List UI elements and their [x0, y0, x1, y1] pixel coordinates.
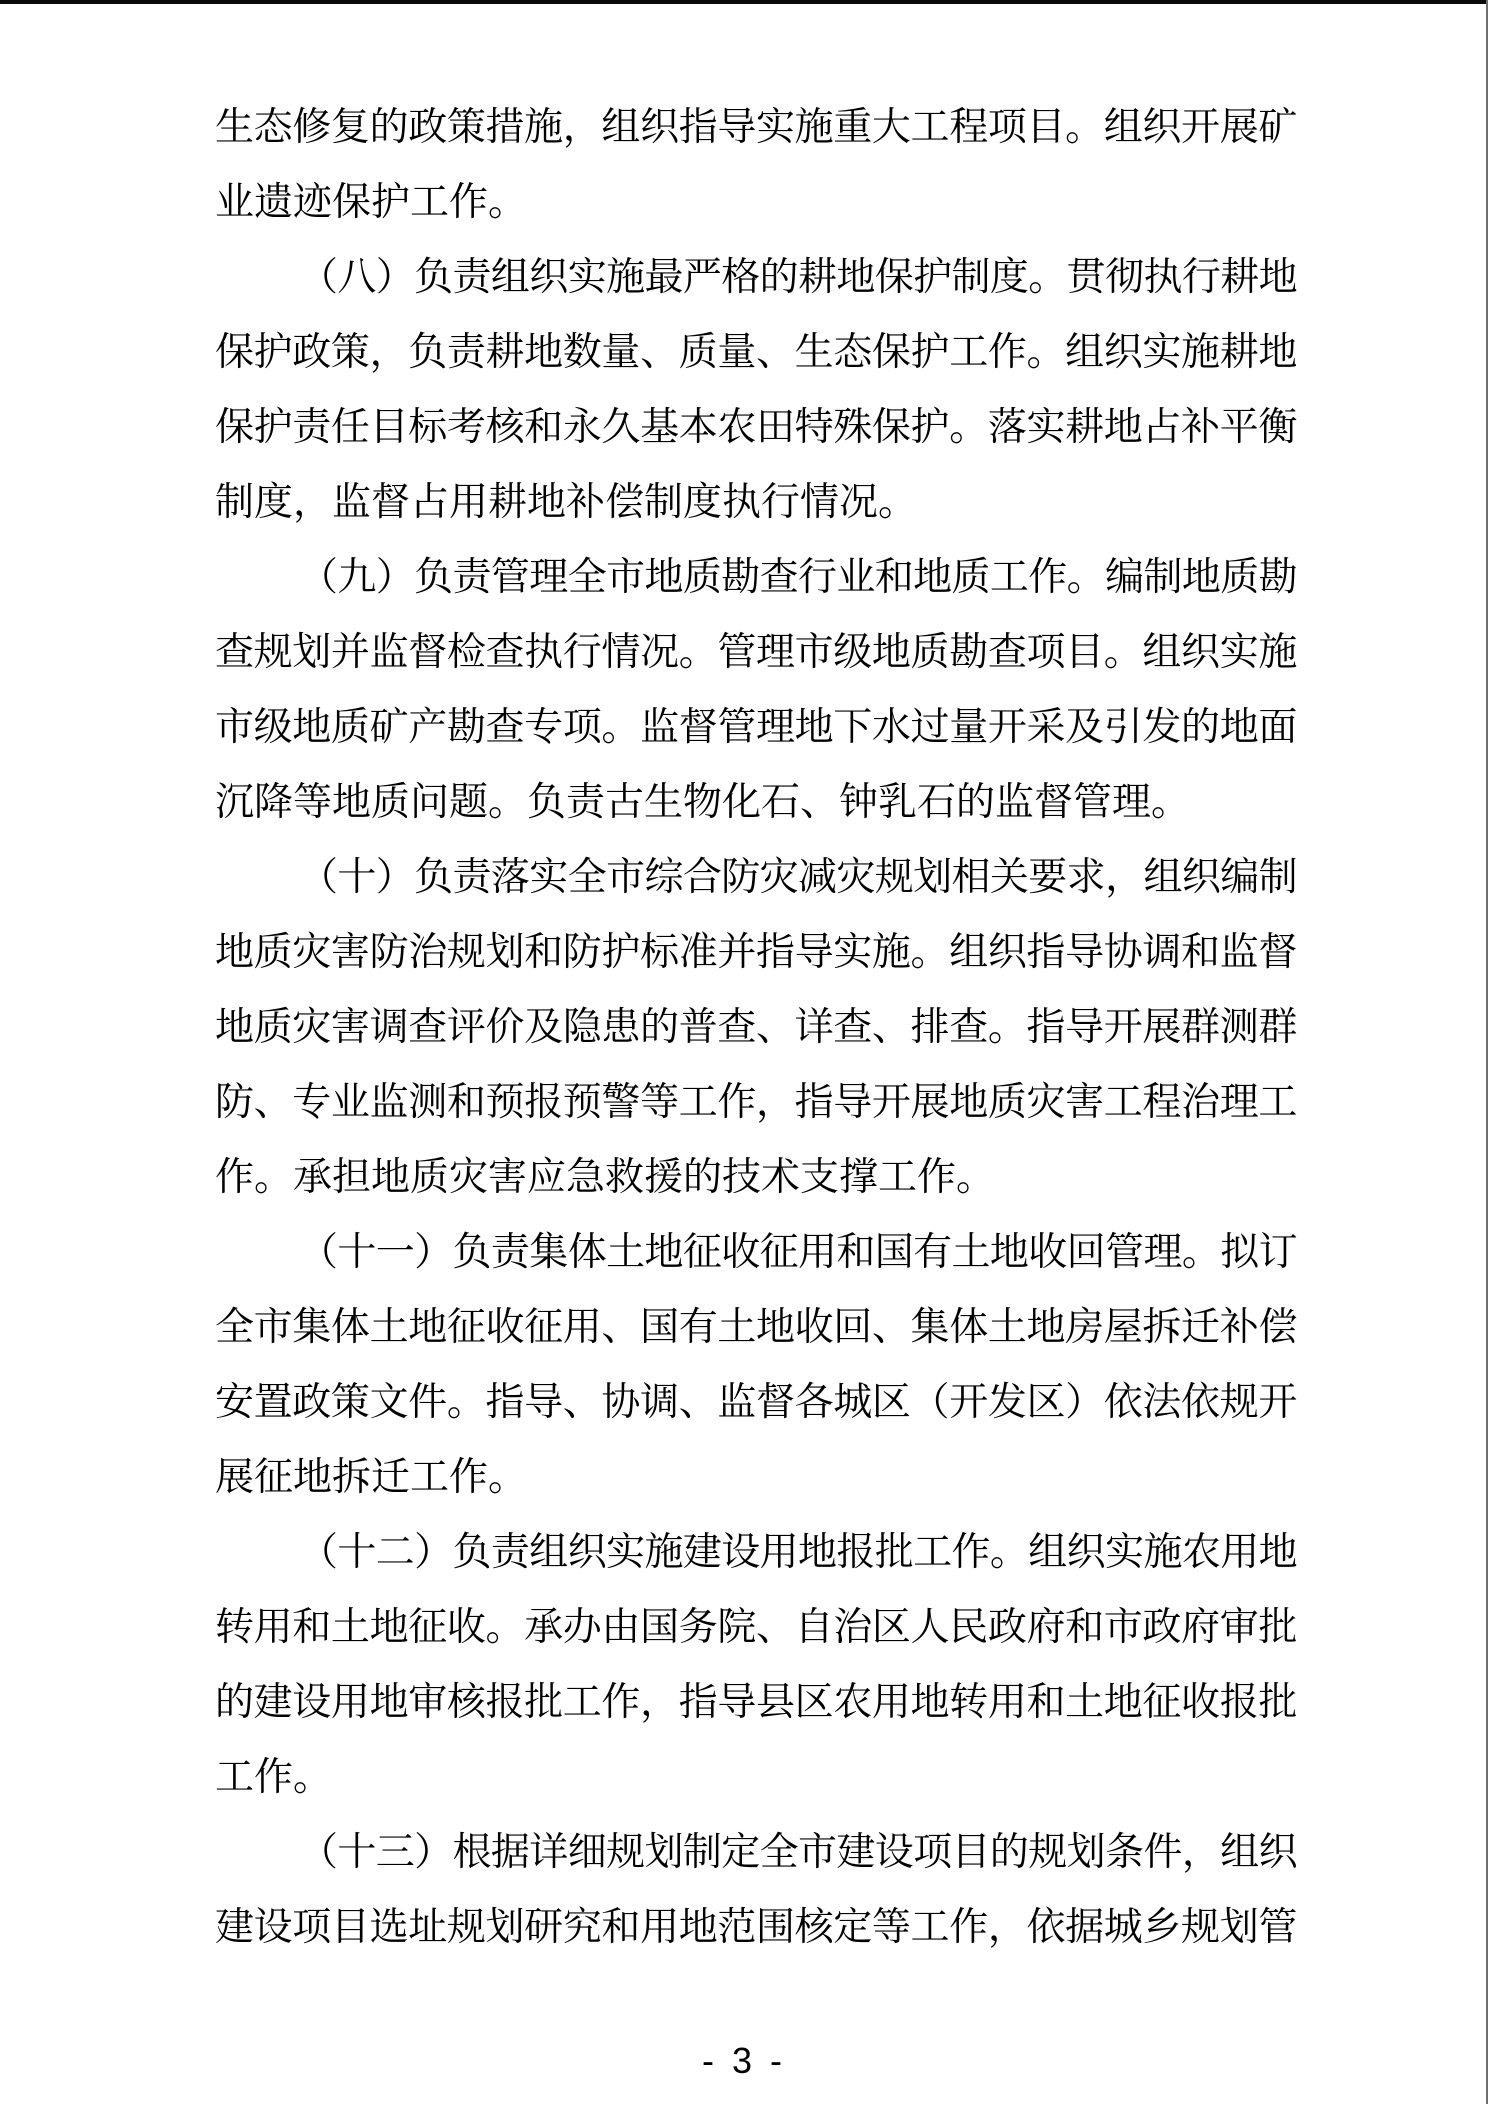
- text-line: 全市集体土地征收征用、国有土地收回、集体土地房屋拆迁补偿: [215, 1306, 1297, 1349]
- text-line: 查规划并监督检查执行情况。管理市级地质勘查项目。组织实施: [215, 631, 1297, 674]
- text-line: 的建设用地审核报批工作，指导县区农用地转用和土地征收报批: [215, 1681, 1297, 1724]
- text-line: 建设项目选址规划研究和用地范围核定等工作，依据城乡规划管: [215, 1906, 1297, 1949]
- text-line: （十二）负责组织实施建设用地报批工作。组织实施农用地: [299, 1531, 1297, 1574]
- text-line: （十三）根据详细规划制定全市建设项目的规划条件，组织: [299, 1831, 1297, 1874]
- text-line: 生态修复的政策措施，组织指导实施重大工程项目。组织开展矿: [215, 106, 1297, 149]
- text-line: 市级地质矿产勘查专项。监督管理地下水过量开采及引发的地面: [215, 706, 1297, 749]
- text-line: （十）负责落实全市综合防灾减灾规划相关要求，组织编制: [299, 856, 1297, 899]
- text-line: 安置政策文件。指导、协调、监督各城区（开发区）依法依规开: [215, 1381, 1297, 1424]
- text-line: （八）负责组织实施最严格的耕地保护制度。贯彻执行耕地: [299, 256, 1297, 299]
- text-line: 防、专业监测和预报预警等工作，指导开展地质灾害工程治理工: [215, 1081, 1297, 1124]
- text-line: 地质灾害调查评价及隐患的普查、详查、排查。指导开展群测群: [215, 1006, 1297, 1049]
- text-line: 沉降等地质问题。负责古生物化石、钟乳石的监督管理。: [215, 781, 1191, 824]
- text-line: 作。承担地质灾害应急救援的技术支撑工作。: [215, 1156, 996, 1199]
- text-line: 保护政策，负责耕地数量、质量、生态保护工作。组织实施耕地: [215, 331, 1297, 374]
- text-line: 制度，监督占用耕地补偿制度执行情况。: [215, 481, 918, 524]
- text-line: 业遗迹保护工作。: [215, 181, 528, 224]
- text-line: 展征地拆迁工作。: [215, 1456, 528, 1499]
- text-line: （九）负责管理全市地质勘查行业和地质工作。编制地质勘: [299, 556, 1297, 599]
- document-body: [215, 90, 1297, 1965]
- text-line: （十一）负责集体土地征收征用和国有土地收回管理。拟订: [299, 1231, 1297, 1274]
- text-line: 转用和土地征收。承办由国务院、自治区人民政府和市政府审批: [215, 1606, 1297, 1649]
- scan-edge-top: [0, 0, 1488, 4]
- page-number: - 3 -: [701, 2040, 786, 2081]
- text-line: 工作。: [215, 1756, 333, 1799]
- text-line: 地质灾害防治规划和防护标准并指导实施。组织指导协调和监督: [215, 931, 1297, 974]
- text-line: 保护责任目标考核和永久基本农田特殊保护。落实耕地占补平衡: [215, 406, 1297, 449]
